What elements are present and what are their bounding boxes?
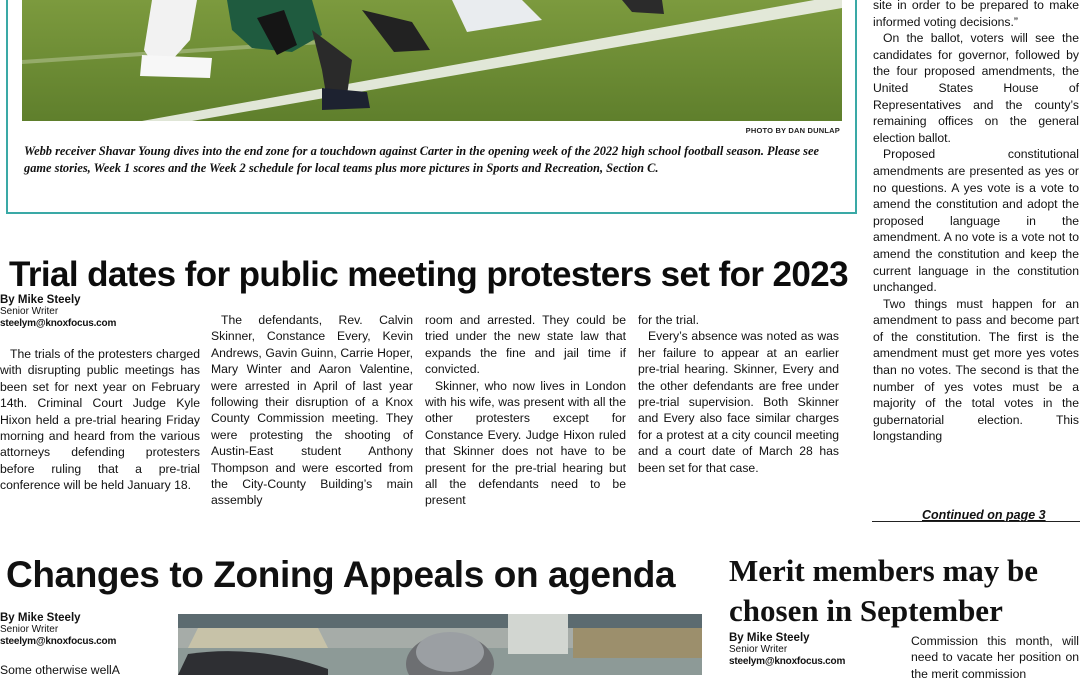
byline-email[interactable]: steelym@knoxfocus.com	[0, 636, 117, 647]
football-photo-illustration	[22, 0, 842, 121]
trial-headline: Trial dates for public meeting protesters set for 2023	[9, 255, 848, 294]
byline-name: By Mike Steely	[0, 612, 81, 624]
byline-name: By Mike Steely	[0, 294, 81, 306]
trial-paragraph: Every’s absence was noted as was her failure to appear at an earlier pre-trial hearing. Skinner, Every and the other defendants are free under pre-trial supervision. Both Skinner and Every also face similar charges for a protest at a city council meeting and a court date of March 28 has been set for that case.	[638, 329, 839, 475]
byline-title: Senior Writer	[729, 644, 788, 655]
photo-caption: Webb receiver Shavar Young dives into the end zone for a touchdown against Carter in the opening week of the 2022 high school football season. Please see game stories, Week 1 scores and the Week 2 schedule for local teams plus more pictures in Sports and Recreation, Section C.	[24, 144, 819, 175]
trial-column-1	[0, 346, 200, 494]
column-divider	[872, 521, 1080, 522]
zoning-body-text: Some otherwise wellA	[0, 663, 120, 677]
zoning-headline: Changes to Zoning Appeals on agenda	[6, 554, 676, 595]
trial-paragraph: The defendants, Rev. Calvin Skinner, Constance Every, Kevin Andrews, Gavin Guinn, Carrie Hoper, Mary Winter and Aaron Valentine, were arrested in April of last year following their disruption of a Knox County Commission meeting. They were protesting the shooting of Austin-East student Anthony Thompson and were escorted from the City-County Building’s main assembly	[211, 313, 413, 508]
continued-link[interactable]: Continued on page 3	[922, 508, 1046, 522]
ballot-paragraph: Proposed constitutional amendments are presented as yes or no questions. A yes vote is a vote to amend the constitution and adopt the proposed language in the amendment. A no vote is a vote not to amend the constitution and keep the current language in the constitution unchanged.	[873, 147, 1079, 295]
ballot-paragraph: site in order to be prepared to make informed voting decisions.”	[873, 0, 1079, 29]
byline-email[interactable]: steelym@knoxfocus.com	[729, 656, 846, 667]
trial-column-3	[425, 312, 626, 509]
trial-paragraph: The trials of the protesters charged with disrupting public meetings has been set for next year on February 14th. Criminal Court Judge Kyle Hixon held a pre-trial hearing Friday morning and heard from the various attorneys defending protesters before ruling that a pre-trial conference will be held January 18.	[0, 347, 200, 493]
zoning-byline	[0, 612, 170, 648]
trial-paragraph: Skinner, who now lives in London with his wife, was present with all the other protesters except for Constance Every. Judge Hixon ruled that Skinner does not have to be present for the pre-trial hearing but all the defendants need to be present	[425, 378, 626, 508]
byline-title: Senior Writer	[0, 306, 59, 317]
merit-body-text: Commission this month, will need to vacate her position on the merit commission	[911, 634, 1079, 681]
byline-email[interactable]: steelym@knoxfocus.com	[0, 318, 117, 329]
photo-credit: PHOTO BY DAN DUNLAP	[745, 126, 840, 135]
zoning-photo	[178, 614, 702, 675]
merit-headline: Merit members may be chosen in September	[729, 553, 1039, 628]
ballot-article-column	[873, 0, 1079, 445]
trial-column-4	[638, 312, 839, 476]
ballot-paragraph: Two things must happen for an amendment to pass and become part of the constitution. The first is the amendment must get more yes votes than no votes. The second is that the number of yes votes must be a majority of the total votes in the gubernatorial election. This longstanding	[873, 296, 1079, 444]
byline-title: Senior Writer	[0, 624, 59, 635]
trial-paragraph: room and arrested. They could be tried under the new state law that expands the fine and jail time if convicted.	[425, 313, 626, 377]
zoning-photo-illustration	[178, 614, 702, 675]
trial-column-2	[211, 312, 413, 509]
football-photo	[22, 0, 842, 121]
byline-name: By Mike Steely	[729, 632, 810, 644]
merit-byline	[729, 632, 899, 668]
trial-paragraph: for the trial.	[638, 313, 699, 327]
ballot-paragraph: On the ballot, voters will see the candidates for governor, followed by the four proposed amendments, the United States House of Representatives and the county’s remaining offices on the general election ballot.	[873, 31, 1079, 145]
trial-byline	[0, 294, 200, 330]
